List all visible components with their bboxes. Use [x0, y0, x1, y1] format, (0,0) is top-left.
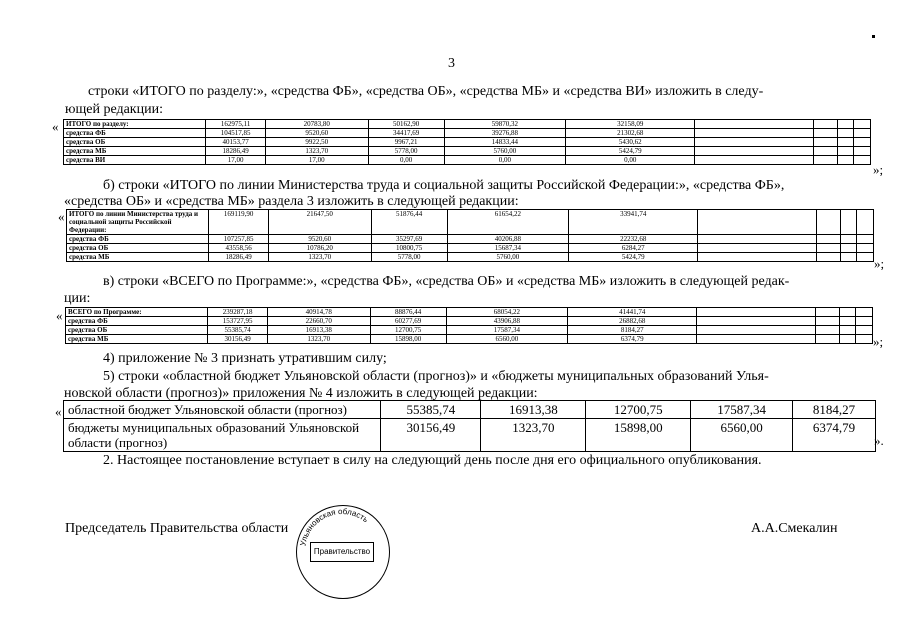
value-cell: 5430,62	[566, 138, 695, 147]
empty-cell	[839, 335, 856, 344]
value-cell: 55385,74	[208, 326, 267, 335]
empty-cell	[854, 147, 871, 156]
page-number: 3	[448, 56, 455, 71]
empty-cell	[816, 210, 840, 235]
empty-cell	[813, 147, 837, 156]
empty-cell	[837, 129, 854, 138]
value-cell: 51876,44	[371, 210, 447, 235]
empty-cell	[813, 129, 837, 138]
value-cell: 15898,00	[370, 335, 446, 344]
value-cell: 9967,21	[368, 138, 444, 147]
value-cell: 17,00	[206, 156, 265, 165]
value-cell: 6374,79	[568, 335, 697, 344]
table3-body	[66, 308, 873, 344]
empty-cell	[813, 156, 837, 165]
table2-body	[67, 210, 874, 262]
value-cell: 43558,56	[209, 244, 268, 253]
item5-line2: новской области (прогноз)» приложения № 4 изложить в следующей редакции:	[64, 386, 538, 401]
value-cell: 104517,85	[206, 129, 265, 138]
value-cell: 1323,70	[481, 419, 586, 452]
table-row	[67, 235, 874, 244]
table2	[66, 209, 874, 262]
empty-cell	[837, 120, 854, 129]
value-cell: 10800,75	[371, 244, 447, 253]
value-cell: 5778,00	[371, 253, 447, 262]
empty-cell	[697, 326, 816, 335]
value-cell: 40206,88	[447, 235, 569, 244]
table-row	[64, 138, 871, 147]
para-b-line2: «средства ОБ» и «средства МБ» раздела 3 изложить в следующей редакции:	[64, 194, 519, 209]
empty-cell	[698, 210, 817, 235]
value-cell: 6284,27	[569, 244, 698, 253]
table2-open-quote: «	[58, 209, 65, 224]
value-cell: 40914,78	[267, 308, 370, 317]
value-cell: 17587,34	[446, 326, 568, 335]
empty-cell	[695, 129, 814, 138]
empty-cell	[854, 138, 871, 147]
table-row	[64, 129, 871, 138]
empty-cell	[697, 317, 816, 326]
para-c-line2: ции:	[64, 291, 91, 306]
row-label-cell: средства ФБ	[66, 317, 208, 326]
table4-close: ».	[874, 433, 884, 448]
empty-cell	[695, 138, 814, 147]
empty-cell	[815, 308, 839, 317]
value-cell: 43906,88	[446, 317, 568, 326]
value-cell: 22660,70	[267, 317, 370, 326]
value-cell: 61654,22	[447, 210, 569, 235]
value-cell: 0,00	[566, 156, 695, 165]
value-cell: 20783,80	[265, 120, 368, 129]
empty-cell	[840, 244, 857, 253]
empty-cell	[840, 210, 857, 235]
value-cell: 68054,22	[446, 308, 568, 317]
value-cell: 16913,38	[267, 326, 370, 335]
table3-open-quote: «	[56, 308, 63, 323]
value-cell: 6560,00	[691, 419, 793, 452]
table4	[63, 400, 876, 452]
empty-cell	[839, 308, 856, 317]
empty-cell	[816, 253, 840, 262]
empty-cell	[697, 308, 816, 317]
table1-body	[64, 120, 871, 165]
value-cell: 0,00	[368, 156, 444, 165]
value-cell: 8184,27	[568, 326, 697, 335]
value-cell: 15898,00	[586, 419, 691, 452]
table-row	[64, 147, 871, 156]
table-row	[66, 326, 873, 335]
table-row	[64, 401, 876, 419]
value-cell: 5424,79	[569, 253, 698, 262]
table2-close: »;	[874, 256, 885, 271]
table1-close: »;	[873, 162, 884, 177]
empty-cell	[695, 156, 814, 165]
value-cell: 5760,00	[444, 147, 566, 156]
speck-mark	[872, 35, 875, 38]
value-cell: 6560,00	[446, 335, 568, 344]
empty-cell	[816, 244, 840, 253]
value-cell: 1323,70	[268, 253, 371, 262]
empty-cell	[837, 156, 854, 165]
table-row	[67, 244, 874, 253]
value-cell: 107257,85	[209, 235, 268, 244]
empty-cell	[698, 244, 817, 253]
empty-cell	[698, 253, 817, 262]
empty-cell	[856, 326, 873, 335]
empty-cell	[840, 253, 857, 262]
value-cell: 5778,00	[368, 147, 444, 156]
table1-open-quote: «	[52, 119, 59, 134]
table-row	[64, 120, 871, 129]
value-cell: 39276,88	[444, 129, 566, 138]
empty-cell	[815, 317, 839, 326]
row-label-cell: средства МБ	[66, 335, 208, 344]
value-cell: 1323,70	[265, 147, 368, 156]
row-label-cell: ИТОГО по разделу:	[64, 120, 206, 129]
value-cell: 34417,69	[368, 129, 444, 138]
empty-cell	[815, 335, 839, 344]
empty-cell	[857, 253, 874, 262]
empty-cell	[854, 120, 871, 129]
row-label-cell: средства ОБ	[66, 326, 208, 335]
value-cell: 40153,77	[206, 138, 265, 147]
value-cell: 17,00	[265, 156, 368, 165]
empty-cell	[856, 308, 873, 317]
value-cell: 21302,68	[566, 129, 695, 138]
empty-cell	[816, 235, 840, 244]
table4-body	[64, 401, 876, 452]
seal-center-text: Правительство	[310, 542, 374, 562]
row-label-cell: средства ФБ	[67, 235, 209, 244]
value-cell: 16913,38	[481, 401, 586, 419]
value-cell: 33941,74	[569, 210, 698, 235]
value-cell: 9520,60	[268, 235, 371, 244]
signature-name: А.А.Смекалин	[751, 521, 838, 536]
para1-line2: ющей редакции:	[65, 102, 163, 117]
row-label-cell: средства ОБ	[64, 138, 206, 147]
value-cell: 41441,74	[568, 308, 697, 317]
table-row	[66, 335, 873, 344]
empty-cell	[857, 210, 874, 235]
empty-cell	[854, 129, 871, 138]
table-row	[64, 419, 876, 452]
value-cell: 9922,50	[265, 138, 368, 147]
signature-title: Председатель Правительства области	[65, 521, 289, 536]
row-label-cell: бюджеты муниципальных образований Ульяновской области (прогноз)	[64, 419, 381, 452]
empty-cell	[840, 235, 857, 244]
row-label-cell: ИТОГО по линии Министерства труда и социальной защиты Российской Федерации:	[67, 210, 209, 235]
value-cell: 26882,68	[568, 317, 697, 326]
value-cell: 10786,20	[268, 244, 371, 253]
para-c-line1: в) строки «ВСЕГО по Программе:», «средства ФБ», «средства ОБ» и «средства МБ» изложить в следующей редак-	[103, 274, 790, 289]
value-cell: 60277,69	[370, 317, 446, 326]
value-cell: 9520,60	[265, 129, 368, 138]
empty-cell	[856, 317, 873, 326]
empty-cell	[695, 147, 814, 156]
item4: 4) приложение № 3 признать утратившим силу;	[103, 351, 387, 366]
table-row	[64, 156, 871, 165]
empty-cell	[813, 120, 837, 129]
table3-close: »;	[873, 334, 884, 349]
value-cell: 55385,74	[381, 401, 481, 419]
value-cell: 32158,09	[566, 120, 695, 129]
value-cell: 12700,75	[586, 401, 691, 419]
value-cell: 14833,44	[444, 138, 566, 147]
table3	[65, 307, 873, 344]
row-label-cell: средства МБ	[64, 147, 206, 156]
empty-cell	[695, 120, 814, 129]
row-label-cell: ВСЕГО по Программе:	[66, 308, 208, 317]
empty-cell	[698, 235, 817, 244]
value-cell: 0,00	[444, 156, 566, 165]
table4-open-quote: «	[55, 404, 62, 419]
empty-cell	[839, 317, 856, 326]
para-b-line1: б) строки «ИТОГО по линии Министерства труда и социальной защиты Российской Федерации:», «средства ФБ»,	[103, 178, 785, 193]
row-label-cell: средства МБ	[67, 253, 209, 262]
value-cell: 59870,32	[444, 120, 566, 129]
value-cell: 6374,79	[793, 419, 876, 452]
empty-cell	[857, 244, 874, 253]
row-label-cell: областной бюджет Ульяновской области (прогноз)	[64, 401, 381, 419]
value-cell: 18286,49	[209, 253, 268, 262]
table-row	[66, 308, 873, 317]
table-row	[67, 210, 874, 235]
table-row	[66, 317, 873, 326]
value-cell: 239287,18	[208, 308, 267, 317]
value-cell: 50162,90	[368, 120, 444, 129]
table-row	[67, 253, 874, 262]
value-cell: 12700,75	[370, 326, 446, 335]
value-cell: 5760,00	[447, 253, 569, 262]
value-cell: 17587,34	[691, 401, 793, 419]
svg-text:Ульяновская область: Ульяновская область	[298, 506, 370, 547]
value-cell: 30156,49	[381, 419, 481, 452]
value-cell: 35297,69	[371, 235, 447, 244]
empty-cell	[815, 326, 839, 335]
row-label-cell: средства ФБ	[64, 129, 206, 138]
value-cell: 169119,90	[209, 210, 268, 235]
para2: 2. Настоящее постановление вступает в силу на следующий день после дня его официального опубликования.	[103, 453, 762, 468]
empty-cell	[856, 335, 873, 344]
value-cell: 21647,50	[268, 210, 371, 235]
value-cell: 5424,79	[566, 147, 695, 156]
item5-line1: 5) строки «областной бюджет Ульяновской области (прогноз)» и «бюджеты муниципальных образований Улья-	[103, 369, 769, 384]
value-cell: 1323,70	[267, 335, 370, 344]
row-label-cell: средства ОБ	[67, 244, 209, 253]
empty-cell	[857, 235, 874, 244]
empty-cell	[697, 335, 816, 344]
value-cell: 18286,49	[206, 147, 265, 156]
value-cell: 30156,49	[208, 335, 267, 344]
value-cell: 8184,27	[793, 401, 876, 419]
row-label-cell: средства ВИ	[64, 156, 206, 165]
value-cell: 162975,11	[206, 120, 265, 129]
value-cell: 153727,95	[208, 317, 267, 326]
empty-cell	[837, 138, 854, 147]
empty-cell	[854, 156, 871, 165]
value-cell: 88876,44	[370, 308, 446, 317]
empty-cell	[813, 138, 837, 147]
empty-cell	[839, 326, 856, 335]
empty-cell	[837, 147, 854, 156]
para1-line1: строки «ИТОГО по разделу:», «средства ФБ», «средства ОБ», «средства МБ» и «средства ВИ» изложить в следу-	[88, 84, 764, 99]
table1	[63, 119, 871, 165]
value-cell: 15687,34	[447, 244, 569, 253]
value-cell: 22232,68	[569, 235, 698, 244]
